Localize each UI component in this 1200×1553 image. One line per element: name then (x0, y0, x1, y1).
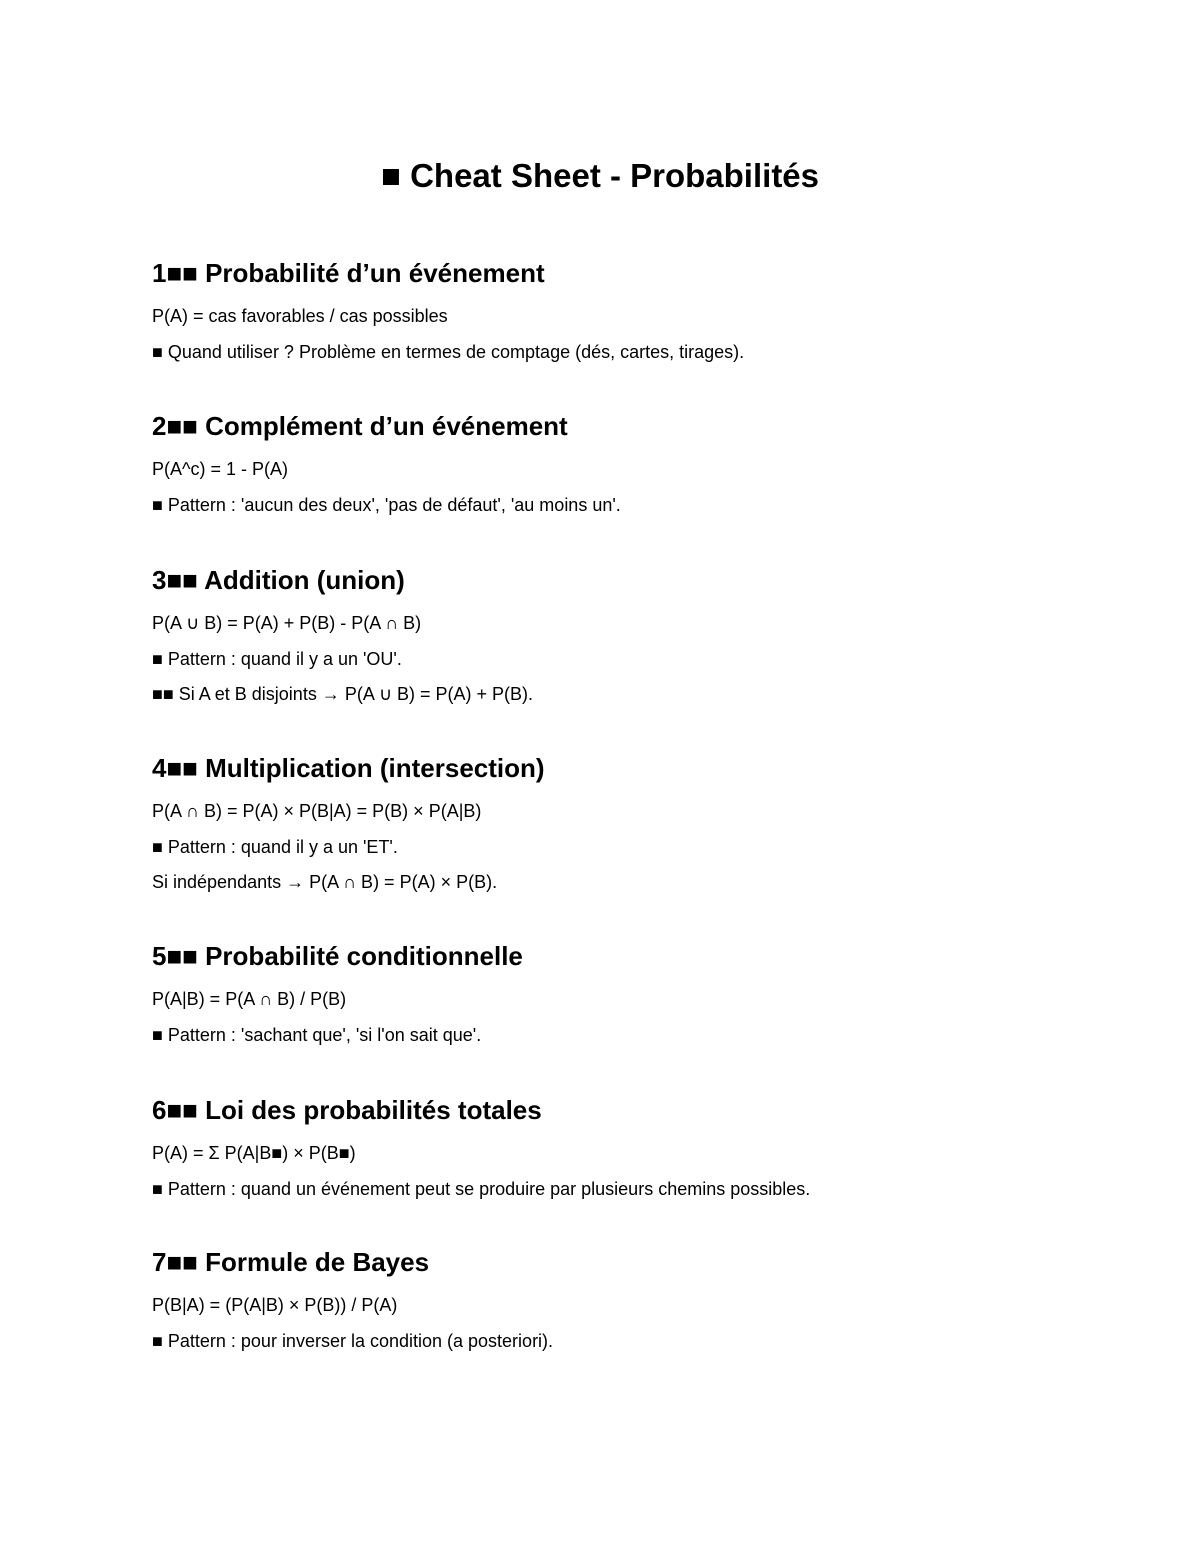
section-heading: 4■■ Multiplication (intersection) (152, 753, 545, 783)
section-heading: 2■■ Complément d’un événement (152, 411, 568, 441)
section-addition (152, 564, 1112, 705)
section-bayes (152, 1246, 1112, 1352)
section-heading: 5■■ Probabilité conditionnelle (152, 941, 523, 971)
formula-line: P(A ∪ B) = P(A) + P(B) - P(A ∩ B) (152, 613, 422, 633)
section-heading: 6■■ Loi des probabilités totales (152, 1095, 542, 1125)
note-line: ■ Pattern : 'sachant que', 'si l'on sait que'. (152, 1025, 482, 1045)
section-heading: 1■■ Probabilité d’un événement (152, 258, 545, 288)
section-heading: 3■■ Addition (union) (152, 565, 405, 595)
note-line: ■ Pattern : quand un événement peut se produire par plusieurs chemins possibles. (152, 1179, 811, 1199)
note-line: Si indépendants → P(A ∩ B) = P(A) × P(B). (152, 872, 498, 892)
section-complement (152, 410, 1112, 516)
note-line: ■ Quand utiliser ? Problème en termes de comptage (dés, cartes, tirages). (152, 342, 745, 362)
note-line: ■ Pattern : pour inverser la condition (a posteriori). (152, 1331, 554, 1351)
formula-line: P(A ∩ B) = P(A) × P(B|A) = P(B) × P(A|B) (152, 801, 482, 821)
page-title: ■ Cheat Sheet - Probabilités (380, 157, 820, 194)
section-total-probability (152, 1094, 1112, 1200)
formula-line: P(A) = cas favorables / cas possibles (152, 306, 448, 326)
section-conditional (152, 940, 1112, 1046)
section-heading: 7■■ Formule de Bayes (152, 1247, 430, 1277)
note-line: ■■ Si A et B disjoints → P(A ∪ B) = P(A) + P(B). (152, 684, 534, 704)
note-line: ■ Pattern : quand il y a un 'OU'. (152, 649, 402, 669)
section-event-probability (152, 257, 1112, 363)
note-line: ■ Pattern : 'aucun des deux', 'pas de défaut', 'au moins un'. (152, 495, 621, 515)
note-line: ■ Pattern : quand il y a un 'ET'. (152, 837, 398, 857)
formula-line: P(A^c) = 1 - P(A) (152, 459, 288, 479)
formula-line: P(A) = Σ P(A|B■) × P(B■) (152, 1143, 356, 1163)
formula-line: P(B|A) = (P(A|B) × P(B)) / P(A) (152, 1295, 398, 1315)
section-multiplication (152, 752, 1112, 893)
formula-line: P(A|B) = P(A ∩ B) / P(B) (152, 989, 347, 1009)
